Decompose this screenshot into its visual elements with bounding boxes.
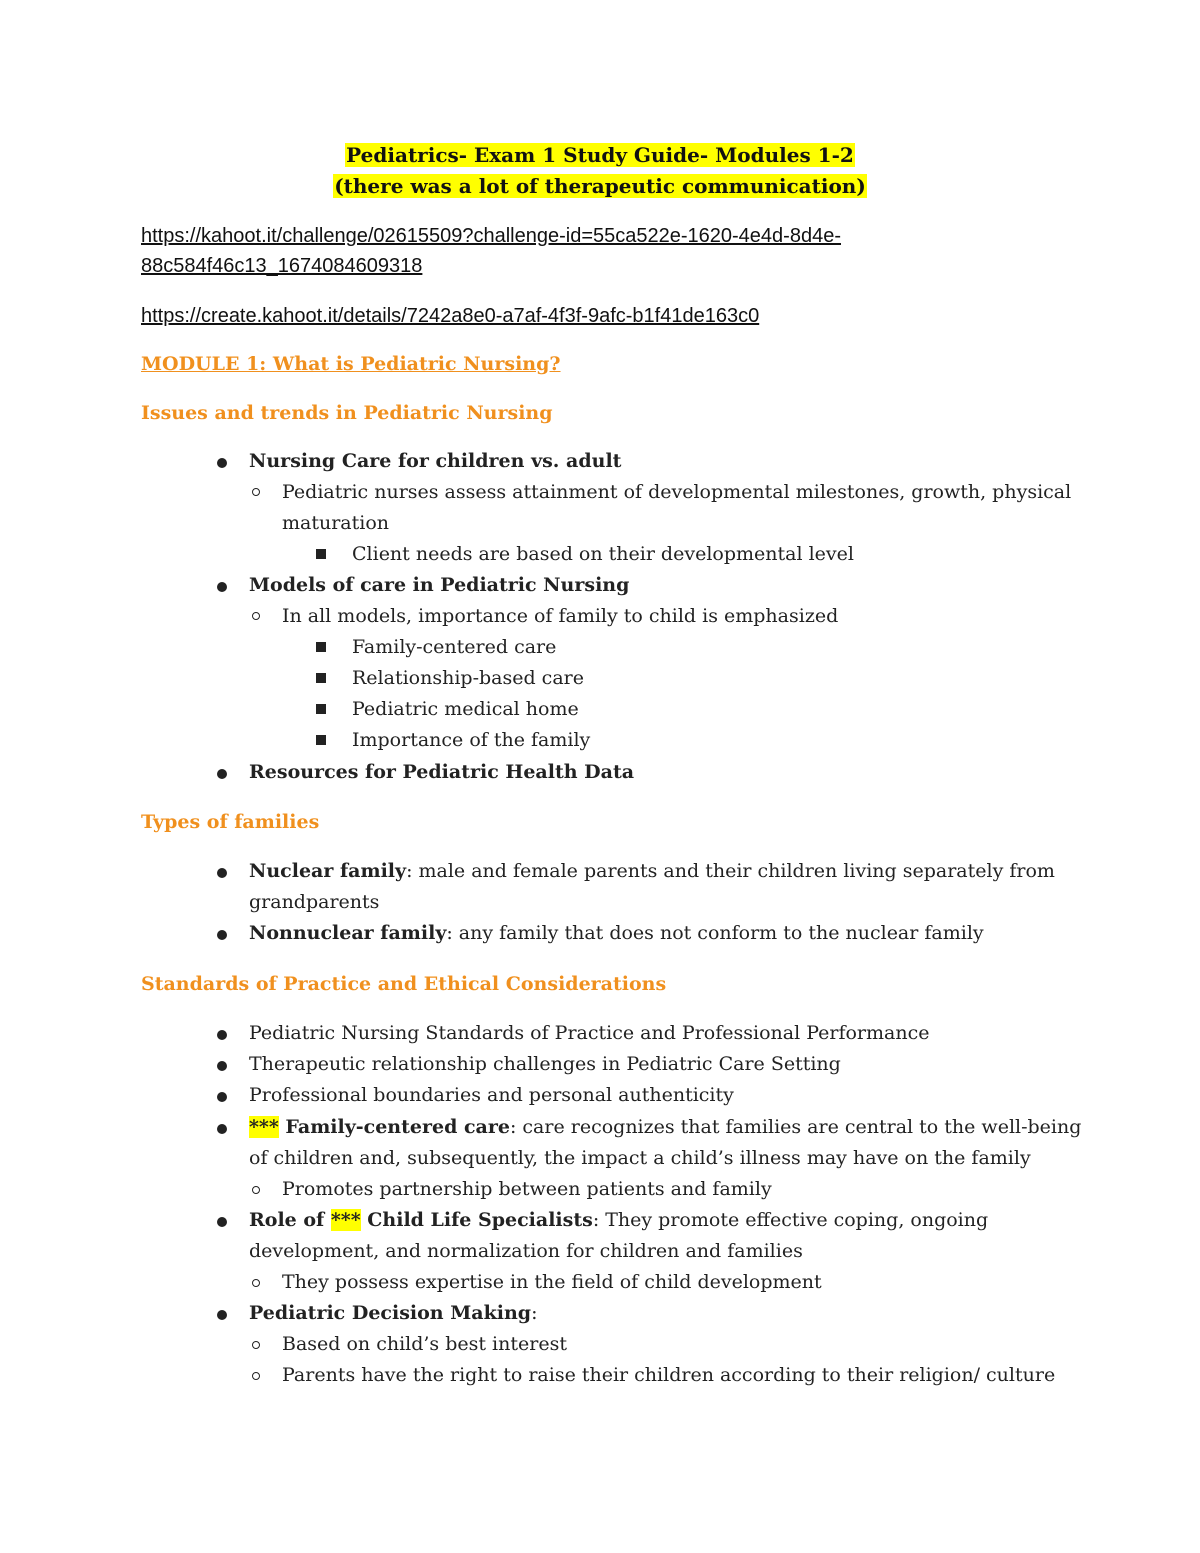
child-life-line-2: development, and normalization for children and families [249, 1240, 803, 1262]
decision-making-sub-2: Parents have the right to raise their children according to their religion/ culture [282, 1364, 1056, 1386]
importance-stars: *** [249, 1116, 279, 1138]
module-1-heading: MODULE 1: What is Pediatric Nursing? [141, 353, 561, 375]
bullet-square-icon [316, 704, 326, 714]
bullet-circle-icon [252, 488, 260, 496]
bullet-dot-icon [217, 1310, 227, 1320]
bullet-dot-icon [217, 582, 227, 592]
family-centered-care-line-1 [249, 1116, 1081, 1138]
standards-heading: Standards of Practice and Ethical Considerations [141, 973, 667, 995]
decision-making-term: Pediatric Decision Making [249, 1302, 532, 1324]
bullet-dot-icon [217, 1030, 227, 1040]
issues-bullet-2: Models of care in Pediatric Nursing [249, 574, 630, 596]
kahoot-create-link[interactable]: https://create.kahoot.it/details/7242a8e0-a7af-4f3f-9afc-b1f41de163c0 [141, 305, 760, 327]
issues-heading: Issues and trends in Pediatric Nursing [141, 402, 553, 424]
nuclear-family-term: Nuclear family [249, 860, 407, 882]
kahoot-challenge-link-line-1[interactable]: https://kahoot.it/challenge/02615509?challenge-id=55ca522e-1620-4e4d-8d4e- [141, 225, 841, 247]
title-line-1: Pediatrics- Exam 1 Study Guide- Modules 1-2 [346, 143, 854, 167]
models-item-1: Family-centered care [352, 636, 557, 658]
models-item-3: Pediatric medical home [352, 698, 579, 720]
nonnuclear-family-line [249, 922, 984, 944]
kahoot-challenge-link-line-2[interactable]: 88c584f46c13_1674084609318 [141, 255, 423, 277]
document-subtitle [0, 174, 1200, 198]
bullet-square-icon [316, 549, 326, 559]
bullet-dot-icon [217, 1061, 227, 1071]
bullet-dot-icon [217, 1124, 227, 1134]
bullet-dot-icon [217, 769, 227, 779]
bullet-circle-icon [252, 1372, 260, 1380]
child-life-line-1 [249, 1209, 988, 1231]
decision-making-line [249, 1302, 537, 1324]
families-heading: Types of families [141, 811, 320, 833]
bullet-dot-icon [217, 930, 227, 940]
issues-sub-1-square-1: Client needs are based on their developmental level [352, 543, 854, 565]
issues-bullet-1: Nursing Care for children vs. adult [249, 450, 622, 472]
standards-bullet-3: Professional boundaries and personal authenticity [249, 1084, 734, 1106]
decision-making-colon: : [531, 1302, 538, 1324]
decision-making-sub-1: Based on child’s best interest [282, 1333, 567, 1355]
nuclear-family-line-2: grandparents [249, 891, 380, 913]
nuclear-family-line-1 [249, 860, 1055, 882]
family-centered-care-term: Family-centered care [278, 1116, 510, 1138]
bullet-dot-icon [217, 458, 227, 468]
child-life-definition: : They promote effective coping, ongoing [592, 1209, 989, 1231]
bullet-circle-icon [252, 612, 260, 620]
family-centered-care-line-2: of children and, subsequently, the impact a child’s illness may have on the family [249, 1147, 1031, 1169]
bullet-square-icon [316, 735, 326, 745]
standards-bullet-2: Therapeutic relationship challenges in Pediatric Care Setting [249, 1053, 841, 1075]
issues-bullet-3: Resources for Pediatric Health Data [249, 761, 635, 783]
importance-stars: *** [330, 1209, 361, 1231]
document-title [0, 143, 1200, 167]
title-line-2: (there was a lot of therapeutic communication) [334, 174, 866, 198]
standards-bullet-1: Pediatric Nursing Standards of Practice and Professional Performance [249, 1022, 930, 1044]
models-item-4: Importance of the family [352, 729, 591, 751]
child-life-term: Child Life Specialists [360, 1209, 593, 1231]
issues-sub-1-line-1: Pediatric nurses assess attainment of developmental milestones, growth, physical [282, 481, 1072, 503]
family-centered-care-definition: : care recognizes that families are central to the well-being [509, 1116, 1082, 1138]
child-life-prefix: Role of [249, 1209, 331, 1231]
issues-sub-1-line-2: maturation [282, 512, 390, 534]
bullet-dot-icon [217, 868, 227, 878]
models-item-2: Relationship-based care [352, 667, 584, 689]
bullet-circle-icon [252, 1186, 260, 1194]
child-life-sub-1: They possess expertise in the field of child development [282, 1271, 822, 1293]
bullet-dot-icon [217, 1217, 227, 1227]
family-centered-care-sub-1: Promotes partnership between patients and family [282, 1178, 772, 1200]
nonnuclear-family-definition: : any family that does not conform to the nuclear family [446, 922, 984, 944]
bullet-dot-icon [217, 1092, 227, 1102]
bullet-circle-icon [252, 1341, 260, 1349]
nonnuclear-family-term: Nonnuclear family [249, 922, 447, 944]
issues-sub-2: In all models, importance of family to child is emphasized [282, 605, 839, 627]
bullet-circle-icon [252, 1279, 260, 1287]
nuclear-family-definition: : male and female parents and their children living separately from [406, 860, 1055, 882]
bullet-square-icon [316, 673, 326, 683]
bullet-square-icon [316, 642, 326, 652]
